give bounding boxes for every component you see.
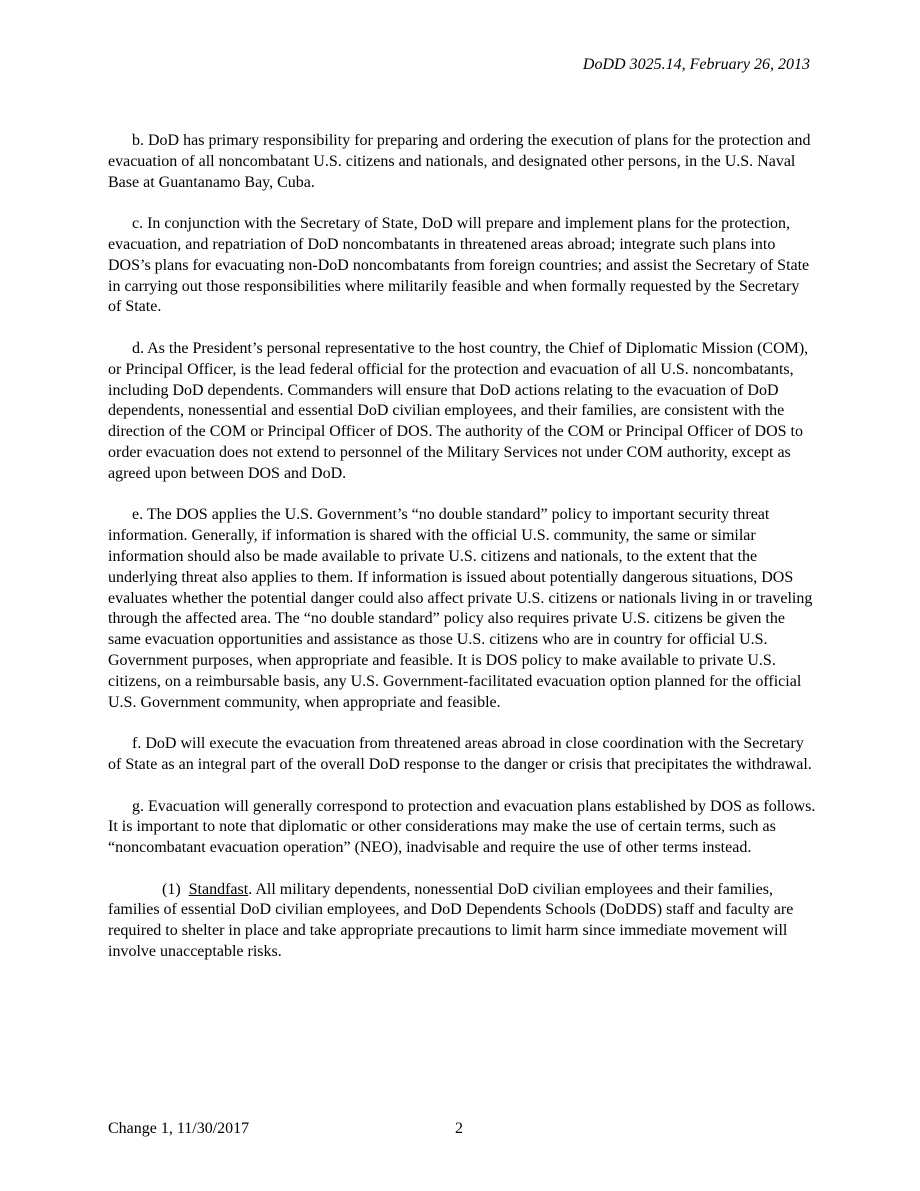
document-header: DoDD 3025.14, February 26, 2013 xyxy=(582,56,810,73)
subparagraph-standfast xyxy=(108,880,816,963)
paragraph-b: b. DoD has primary responsibility for preparing and ordering the execution of plans for the protection and evacuation of all noncombatant U.S. citizens and nationals, and designated other persons, in the U.S. Naval Base at Guantanamo Bay, Cuba. xyxy=(108,132,811,191)
paragraph-e: e. The DOS applies the U.S. Government’s “no double standard” policy to important security threat information. Generally, if information is shared with the official U.S. community, the same or similar information should also be made available to private U.S. citizens and nationals, to the extent that the underlying threat also applies to them. If information is issued about potentially dangerous situations, DOS evaluates whether the potential danger could also affect private U.S. citizens or nationals living in or traveling through the affected area. The “no double standard” policy also requires private U.S. citizens be given the same evacuation opportunities and assistance as those U.S. citizens who are in country for official U.S. Government purposes, when appropriate and feasible. It is DOS policy to make available to private U.S. citizens, on a reimbursable basis, any U.S. Government-facilitated evacuation option planned for the official U.S. Government community, when appropriate and feasible. xyxy=(108,506,813,711)
paragraph-g: g. Evacuation will generally correspond to protection and evacuation plans established by DOS as follows. It is important to note that diplomatic or other considerations may make the use of certain terms, such as “noncombatant evacuation operation” (NEO), inadvisable and require the use of other terms instead. xyxy=(108,797,816,857)
footer-change-note: Change 1, 11/30/2017 xyxy=(108,1120,250,1137)
subparagraph-text: . All military dependents, nonessential DoD civilian employees and their families, families of essential DoD civilian employees, and DoD Dependents Schools (DoDDS) staff and faculty are required to shelter in place and take appropriate precautions to limit harm since immediate movement will involve unacceptable risks. xyxy=(108,880,794,961)
paragraph-c: c. In conjunction with the Secretary of State, DoD will prepare and implement plans for the protection, evacuation, and repatriation of DoD noncombatants in threatened areas abroad; integrate such plans into DOS’s plans for evacuating non-DoD noncombatants from foreign countries; and assist the Secretary of State in carrying out those responsibilities where militarily feasible and when formally requested by the Secretary of State. xyxy=(108,215,810,316)
subparagraph-number: (1) xyxy=(162,880,181,898)
page-number: 2 xyxy=(455,1120,463,1137)
subparagraph-term: Standfast xyxy=(188,880,249,898)
paragraph-f: f. DoD will execute the evacuation from threatened areas abroad in close coordination with the Secretary of State as an integral part of the overall DoD response to the danger or crisis that precipitates the withdrawal. xyxy=(108,735,812,773)
paragraph-d: d. As the President’s personal representative to the host country, the Chief of Diplomatic Mission (COM), or Principal Officer, is the lead federal official for the protection and evacuation of all U.S. noncombatants, including DoD dependents. Commanders will ensure that DoD actions relating to the evacuation of DoD dependents, nonessential and essential DoD civilian employees, and their families, are consistent with the direction of the COM or Principal Officer of DOS. The authority of the COM or Principal Officer of DOS to order evacuation does not extend to personnel of the Military Services not under COM authority, except as agreed upon between DOS and DoD. xyxy=(108,339,809,482)
document-body xyxy=(108,131,816,984)
